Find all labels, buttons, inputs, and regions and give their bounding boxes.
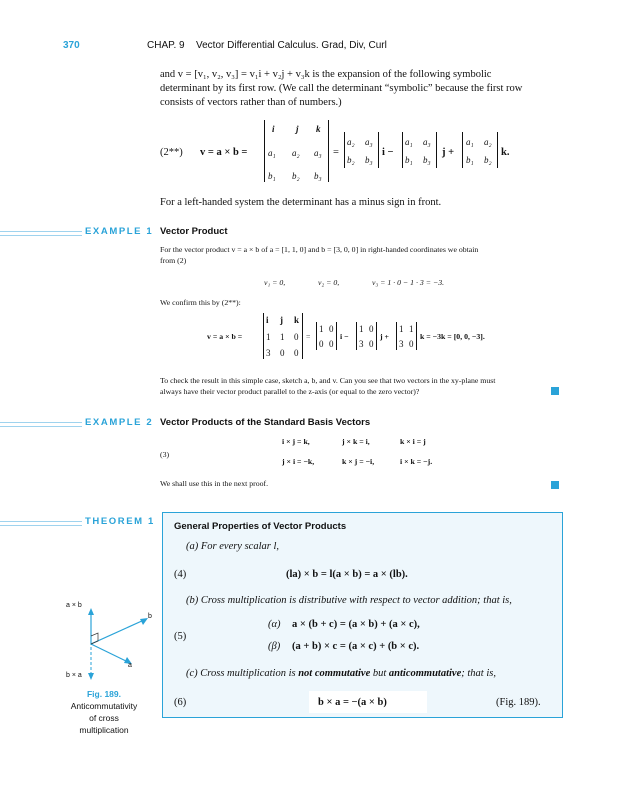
example2-rule-2 — [0, 426, 82, 427]
part-c-anticommutative: anticommutative — [388, 668, 462, 679]
part-c-post: ; that is, — [461, 668, 496, 679]
example2-label: EXAMPLE 2 — [85, 417, 154, 428]
ex1-m1a: 1 — [319, 324, 324, 334]
basis-row2-3: i × k = −j. — [400, 457, 433, 466]
example1-v1: v₁ = 0, — [264, 278, 286, 287]
ex1-r3c2: 0 — [280, 348, 285, 358]
part-c-mid: but — [370, 668, 389, 679]
ex1-m1d: 0 — [329, 339, 334, 349]
caption-line3: multiplication — [79, 725, 129, 735]
ex1-det-bar-right — [302, 313, 303, 359]
minor1-c: b₂ — [347, 155, 355, 165]
minor2-b: a₃ — [423, 137, 431, 147]
caption-number: Fig. 189. — [86, 689, 121, 699]
minor2-bar-right — [436, 132, 437, 168]
example1-text-line2: from (2) — [160, 256, 187, 265]
example1-rule-2 — [0, 235, 82, 236]
page-number: 370 — [63, 40, 80, 51]
minor3-d: b₂ — [484, 155, 492, 165]
minor2-c: b₁ — [405, 155, 413, 165]
ex1-minor-3 — [399, 324, 421, 352]
example2-text: We shall use this in the next proof. — [160, 479, 269, 488]
eq6: b × a = −(a × b) — [318, 697, 387, 708]
minor-1 — [347, 135, 381, 169]
basis-row1-2: j × k = i, — [342, 437, 370, 446]
example2-end-square — [551, 481, 559, 489]
example1-rule — [0, 231, 82, 232]
minor2-bar-left — [402, 132, 403, 168]
basis-row1-3: k × i = j — [400, 437, 426, 446]
ex1-minor2-bar-right — [376, 322, 377, 350]
example1-closing-line2: always have their vector product parallel to the z-axis (or equal to the zero vector)? — [160, 387, 420, 396]
fig-label-bxa: b × a — [66, 672, 82, 679]
a-vector — [91, 644, 128, 662]
minor1-d: b₃ — [365, 155, 373, 165]
example1-lhs: v = a × b = — [207, 332, 243, 341]
theorem1-part-a: (a) For every scalar l, — [186, 541, 280, 552]
fig189-caption — [54, 688, 154, 736]
ex1-r1c2: j — [280, 315, 283, 325]
chapter-number: CHAP. 9 — [147, 40, 185, 51]
example2-eq-label: (3) — [160, 450, 170, 459]
ex1-m2c: 3 — [359, 339, 364, 349]
example2-rule — [0, 422, 82, 423]
ex1-minor2-bar-left — [356, 322, 357, 350]
caption-line2: of cross — [89, 713, 119, 723]
intro-text — [160, 68, 560, 110]
example1-text-line1: For the vector product v = a × b of a = [1, 1, 0] and b = [3, 0, 0] in right-handed coordinates we obtain — [160, 245, 479, 254]
axb-arrowhead — [88, 608, 94, 615]
theorem1-part-b: (b) Cross multiplication is distributive with respect to vector addition; that is, — [186, 595, 512, 606]
det-bar-right — [328, 120, 329, 182]
ex1-m3a: 1 — [399, 324, 404, 334]
ex1-r3c1: 3 — [266, 348, 271, 358]
left-handed-note: For a left-handed system the determinant has a minus sign in front. — [160, 197, 442, 208]
ex1-m1b: 0 — [329, 324, 334, 334]
ex1-m2b: 0 — [369, 324, 374, 334]
bxa-arrowhead — [88, 673, 94, 680]
eq5a-tag: (α) — [268, 619, 281, 630]
minor3-c: b₁ — [466, 155, 474, 165]
eq-op-i-minus: i − — [382, 147, 394, 158]
ex1-op-j-plus: j + — [380, 332, 389, 341]
intro-line-1: and v = [v₁, v₂, v₃] = v₁i + v₂j + v₃k is the expansion of the following symbolic — [160, 69, 492, 80]
ex1-minor1-bar-right — [336, 322, 337, 350]
ex1-op-i-minus: i − — [340, 332, 349, 341]
basis-row2-1: j × i = −k, — [282, 457, 315, 466]
eq-2star-label: (2**) — [160, 147, 183, 158]
example1-v2: v₂ = 0, — [318, 278, 340, 287]
ex1-r1c3: k — [294, 315, 300, 325]
example1-title: Vector Product — [160, 226, 228, 237]
ex1-minor1-bar-left — [316, 322, 317, 350]
ex1-op-equals: = — [306, 332, 311, 341]
right-angle-mark — [91, 633, 98, 644]
example1-text — [160, 244, 560, 266]
minor1-b: a₃ — [365, 137, 373, 147]
fig-label-axb: a × b — [66, 602, 82, 609]
eq5b-tag: (β) — [268, 641, 281, 652]
minor3-bar-left — [462, 132, 463, 168]
minor2-a: a₁ — [405, 137, 413, 147]
theorem1-rule — [0, 521, 82, 522]
eq4: (la) × b = l(a × b) = a × (lb). — [286, 569, 408, 580]
intro-line-2: determinant by its first row. (We call the determinant “symbolic” because the first row — [160, 83, 523, 94]
ex1-minor-2 — [359, 324, 381, 352]
eq-op-equals: = — [333, 147, 339, 158]
det-r1c1: i — [272, 124, 275, 134]
part-c-pre: (c) Cross multiplication is — [186, 668, 299, 679]
example1-v3: v₃ = 1 · 0 − 1 · 3 = −3. — [372, 278, 445, 287]
minor-3 — [466, 135, 500, 169]
ex1-m3d: 0 — [409, 339, 414, 349]
minor3-bar-right — [497, 132, 498, 168]
minor1-bar-left — [344, 132, 345, 168]
minor-2 — [405, 135, 439, 169]
ex1-m1c: 0 — [319, 339, 324, 349]
ex1-r2c3: 0 — [294, 332, 299, 342]
example1-closing-text — [160, 375, 565, 397]
eq4-label: (4) — [174, 569, 187, 580]
theorem1-rule-2 — [0, 525, 82, 526]
eq-op-j-plus: j + — [442, 147, 455, 158]
eq-op-k: k. — [501, 147, 510, 158]
theorem1-label: THEOREM 1 — [85, 516, 155, 527]
example2-title: Vector Products of the Standard Basis Vectors — [160, 417, 371, 428]
b-vector — [91, 620, 144, 644]
ex1-minor-1 — [319, 324, 341, 352]
det-r1c2: j — [296, 124, 299, 134]
eq5a: a × (b + c) = (a × b) + (a × c), — [292, 619, 420, 630]
basis-row1-1: i × j = k, — [282, 437, 310, 446]
det-r3c3: b₃ — [314, 171, 322, 181]
ex1-m2a: 1 — [359, 324, 364, 334]
ex1-minor3-bar-right — [416, 322, 417, 350]
ex1-r2c2: 1 — [280, 332, 285, 342]
ex1-minor3-bar-left — [396, 322, 397, 350]
det-r2c3: a₃ — [314, 148, 322, 158]
example1-confirm: We confirm this by (2**): — [160, 298, 241, 307]
det-r2c1: a₁ — [268, 148, 276, 158]
intro-line-3: consists of vectors rather than of numbers.) — [160, 97, 342, 108]
part-c-not-commutative: not commutative — [298, 668, 371, 679]
det-r3c2: b₂ — [292, 171, 300, 181]
minor2-d: b₃ — [423, 155, 431, 165]
det-r2c2: a₂ — [292, 148, 300, 158]
ex1-det-bar-left — [263, 313, 264, 359]
example1-label: EXAMPLE 1 — [85, 226, 154, 237]
ex1-determinant — [266, 315, 306, 359]
eq-2star-lhs: v = a × b = — [200, 147, 248, 158]
chapter-title: Vector Differential Calculus. Grad, Div, Curl — [196, 40, 387, 51]
fig-label-b: b — [148, 613, 152, 620]
ex1-r2c1: 1 — [266, 332, 271, 342]
ex1-r3c3: 0 — [294, 348, 299, 358]
eq6-label: (6) — [174, 697, 187, 708]
fig-label-a: a — [128, 662, 132, 669]
eq5b: (a + b) × c = (a × c) + (b × c). — [292, 641, 420, 652]
ex1-m2d: 0 — [369, 339, 374, 349]
det-r1c3: k — [316, 124, 321, 134]
ex1-result: k = −3k = [0, 0, −3]. — [420, 332, 485, 341]
theorem1-part-c — [186, 667, 496, 681]
ex1-m3c: 3 — [399, 339, 404, 349]
basis-row2-2: k × j = −i, — [342, 457, 375, 466]
example1-closing-line1: To check the result in this simple case, sketch a, b, and v. Can you see that two vectors in the xy-plane must — [160, 376, 496, 385]
theorem1-title: General Properties of Vector Products — [174, 521, 347, 532]
det-bar-left — [264, 120, 265, 182]
example1-end-square — [551, 387, 559, 395]
det-r3c1: b₁ — [268, 171, 276, 181]
eq5-label: (5) — [174, 631, 187, 642]
minor1-a: a₂ — [347, 137, 355, 147]
minor3-b: a₂ — [484, 137, 492, 147]
minor1-bar-right — [378, 132, 379, 168]
eq6-ref: (Fig. 189). — [496, 697, 541, 708]
minor3-a: a₁ — [466, 137, 474, 147]
caption-line1: Anticommutativity — [70, 701, 138, 711]
ex1-m3b: 1 — [409, 324, 414, 334]
ex1-r1c1: i — [266, 315, 269, 325]
